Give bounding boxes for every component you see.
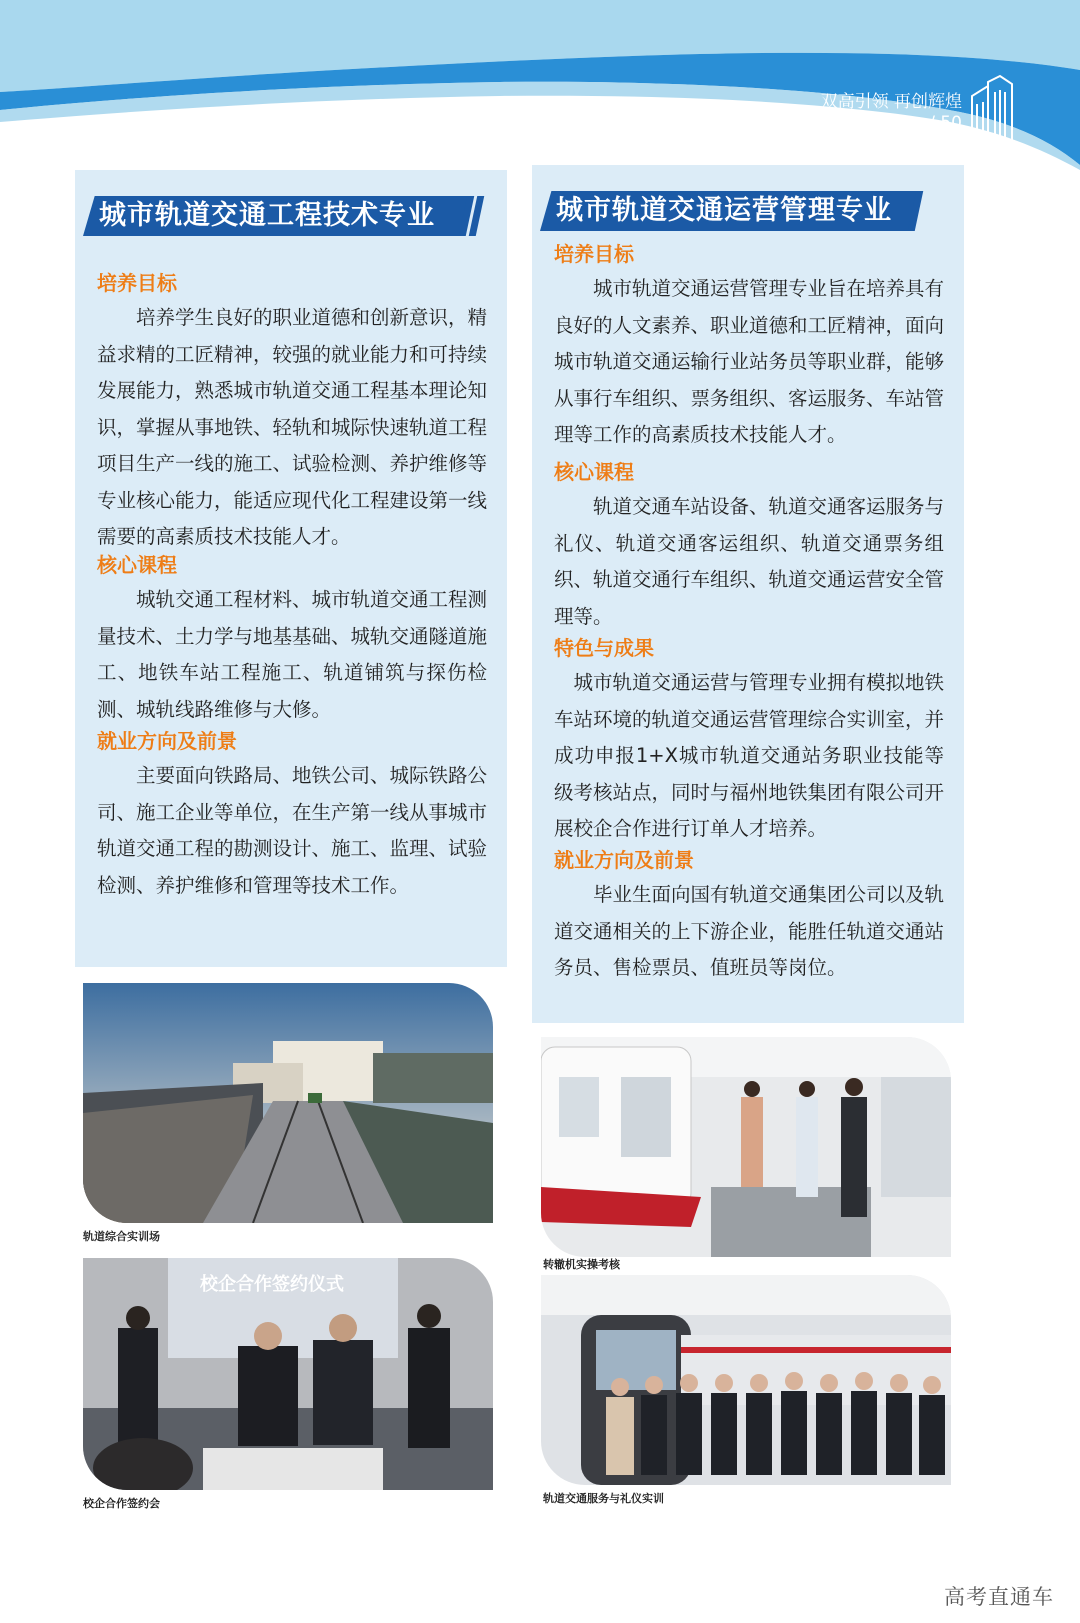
left-course-text: 城轨交通工程材料、城市轨道交通工程测量技术、土力学与地基基础、城轨交通隧道施工、地铁车站工程施工、轨道铺筑与探伤检测、城轨线路维修与大修。 bbox=[97, 588, 488, 721]
photo3-screen-text: 校企合作签约仪式 bbox=[200, 1274, 344, 1295]
right-major-panel bbox=[532, 165, 964, 1023]
building-icon bbox=[966, 74, 1018, 150]
photo-track-training bbox=[83, 983, 493, 1223]
right-goal-text: 城市轨道交通运营管理专业旨在培养具有良好的人文素养、职业道德和工匠精神，面向城市轨道交通运输行业站务员等职业群，能够从事行车组织、票务组织、客运服务、车站管理等工作的高素质技术技能人才。 bbox=[554, 277, 945, 446]
photo-switch-assessment bbox=[541, 1037, 951, 1257]
photo1-caption: 轨道综合实训场 bbox=[83, 1230, 160, 1243]
watermark: 高考直通车 bbox=[944, 1585, 1054, 1609]
right-feature-text: 城市轨道交通运营与管理专业拥有模拟地铁车站环境的轨道交通运营管理综合实训室，并成功申报1+X城市轨道交通站务职业技能等级考核站点，同时与福州地铁集团有限公司开展校企合作进行订单人才培养。 bbox=[554, 671, 945, 840]
page-number: / 50 bbox=[929, 113, 962, 133]
left-career-heading: 就业方向及前景 bbox=[97, 729, 237, 753]
right-feature-heading: 特色与成果 bbox=[554, 636, 654, 660]
photo4-caption: 轨道交通服务与礼仪实训 bbox=[543, 1492, 664, 1505]
right-course-heading: 核心课程 bbox=[554, 460, 634, 484]
right-goal-heading: 培养目标 bbox=[554, 242, 634, 266]
right-career-heading: 就业方向及前景 bbox=[554, 848, 694, 872]
right-title-bar bbox=[540, 191, 920, 231]
header-slogan bbox=[821, 92, 962, 134]
photo2-caption: 转辙机实操考核 bbox=[543, 1258, 620, 1271]
left-title-bar bbox=[83, 196, 473, 236]
left-goal-text: 培养学生良好的职业道德和创新意识，精益求精的工匠精神，较强的就业能力和可持续发展能力，熟悉城市轨道交通工程基本理论知识，掌握从事地铁、轻轨和城际快速轨道工程项目生产一线的施工、试验检测、养护维修等专业核心能力，能适应现代化工程建设第一线需要的高素质技术技能人才。 bbox=[97, 306, 488, 548]
left-course-heading: 核心课程 bbox=[97, 553, 177, 577]
right-major-title: 城市轨道交通运营管理专业 bbox=[556, 195, 892, 226]
right-course-text: 轨道交通车站设备、轨道交通客运服务与礼仪、轨道交通客运组织、轨道交通票务组织、轨道交通行车组织、轨道交通运营安全管理等。 bbox=[554, 495, 945, 628]
photo-service-etiquette bbox=[541, 1275, 951, 1485]
left-goal-heading: 培养目标 bbox=[97, 271, 177, 295]
left-career-text: 主要面向铁路局、地铁公司、城际铁路公司、施工企业等单位，在生产第一线从事城市轨道交通工程的勘测设计、施工、监理、试验检测、养护维修和管理等技术工作。 bbox=[97, 764, 488, 897]
left-major-panel bbox=[75, 170, 507, 967]
photo3-caption: 校企合作签约会 bbox=[83, 1497, 160, 1510]
header-banner bbox=[0, 0, 1080, 170]
slogan-text: 双高引领 再创辉煌 bbox=[820, 92, 962, 112]
right-career-text: 毕业生面向国有轨道交通集团公司以及轨道交通相关的上下游企业，能胜任轨道交通站务员、售检票员、值班员等岗位。 bbox=[554, 883, 945, 979]
left-major-title: 城市轨道交通工程技术专业 bbox=[99, 200, 435, 231]
